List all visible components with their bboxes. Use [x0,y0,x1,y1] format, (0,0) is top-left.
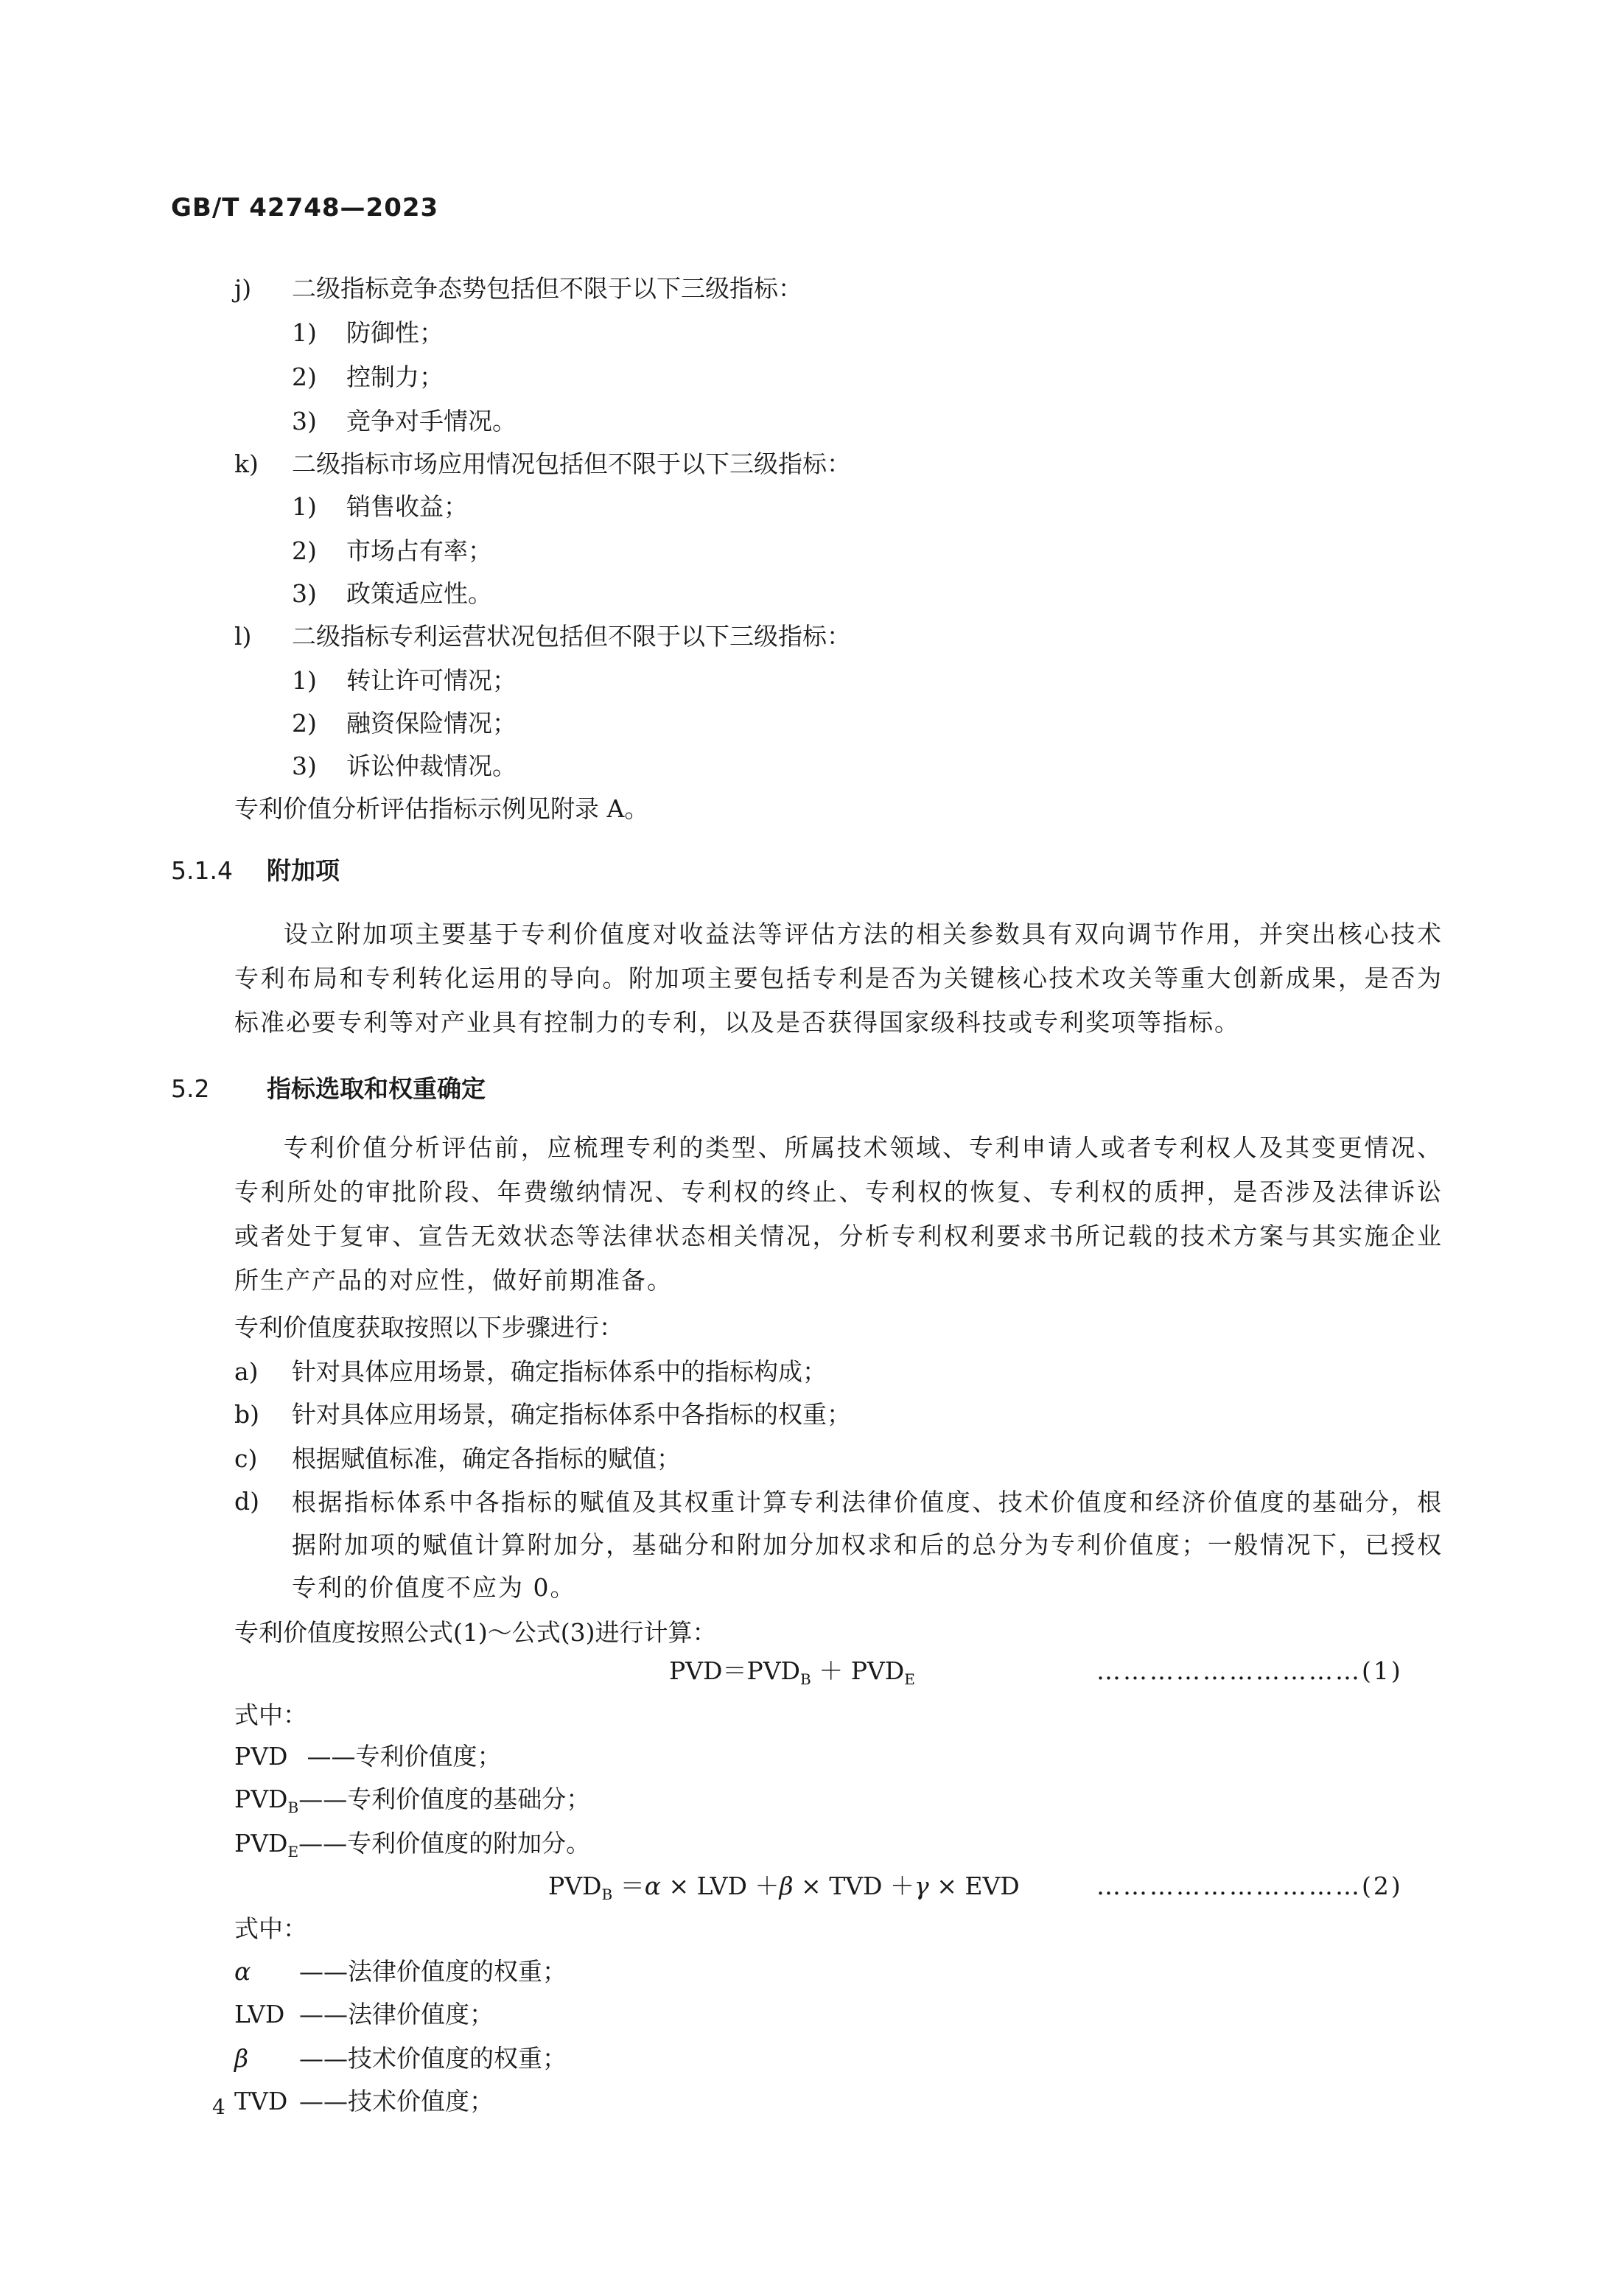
sublist-item: 控制力； [346,363,444,391]
symbol-definition [234,2042,567,2075]
list-marker-l: l) [234,622,252,651]
eq-subscript: E [904,1670,915,1688]
equation-1 [669,1655,915,1695]
where-label: 式中： [234,1914,307,1943]
def-text: 技术价值度； [348,2087,494,2115]
symbol-subscript: E [287,1843,299,1860]
eq-times: × [668,1872,690,1900]
step-item: 针对具体应用场景，确定指标体系中的指标构成； [292,1357,827,1386]
list-item-j: 二级指标竞争态势包括但不限于以下三级指标： [292,274,802,303]
eq-term: TVD [829,1872,883,1900]
def-text: 法律价值度的权重； [348,1957,567,1986]
sublist-num: 2) [292,363,317,391]
def-dash: —— [299,2044,348,2073]
section-number: 5.1.4 [171,856,233,885]
def-dash: —— [298,1829,348,1858]
step-marker: a) [234,1357,259,1386]
paragraph-additional-items [234,912,1443,1045]
where-label: 式中： [234,1701,307,1729]
step-item: 根据指标体系中各指标的赋值及其权重计算专利法律价值度、技术价值度和经济价值度的基础分，根据附加项的赋值计算附加分，基础分和附加分加权求和后的总分为专利价值度；一般情况下，已授权专利的价值度不应为 0。 [292,1488,1443,1602]
def-text: 技术价值度的权重； [348,2044,567,2073]
symbol: TVD [234,2087,288,2115]
def-text: 法律价值度； [348,2000,494,2028]
def-dash: —— [298,1785,348,1813]
sublist-item: 政策适应性。 [346,579,492,608]
symbol: β [234,2044,249,2073]
eq-times: × [937,1872,957,1900]
paragraph-text: 专利价值分析评估前，应梳理专利的类型、所属技术领域、专利申请人或者专利权人及其变更情况、专利所处的审批阶段、年费缴纳情况、专利权的终止、专利权的恢复、专利权的质押，是否涉及法律诉讼或者处于复审、宣告无效状态等法律状态相关情况，分析专利权利要求书所记载的技术方案与其实施企业所生产产品的对应性，做好前期准备。 [234,1133,1443,1295]
sublist-item: 防御性； [346,318,444,347]
symbol-definition [234,2085,494,2118]
sublist-num: 3) [292,407,317,435]
eq-plus: ＋ [755,1872,780,1900]
sublist-num: 2) [292,536,317,565]
list-marker-j: j) [234,274,252,303]
page-number: 4 [212,2095,225,2119]
sublist-num: 1) [292,666,317,695]
def-text: 专利价值度的附加分。 [347,1829,591,1858]
symbol-definition [234,1956,567,1988]
sublist-item: 融资保险情况； [346,709,517,738]
def-dash: —— [299,2000,348,2028]
def-text: 专利价值度的基础分； [347,1785,591,1813]
step-item: 针对具体应用场景，确定指标体系中各指标的权重； [292,1400,851,1429]
sublist-item: 诉讼仲裁情况。 [346,752,517,780]
eq-term: EVD [965,1872,1020,1900]
eq-weight-beta: β [779,1872,794,1900]
def-text: 专利价值度； [355,1742,502,1771]
eq-term: PVD [669,1656,723,1685]
eq-weight-gamma: γ [914,1872,929,1900]
eq-equals: ＝ [722,1656,747,1685]
sublist-num: 3) [292,579,317,608]
eq-plus: ＋ [819,1656,844,1685]
def-dash: —— [299,2087,348,2115]
eq-subscript: B [800,1670,811,1688]
eq-term: PVD [548,1872,602,1900]
symbol-definition [234,1827,590,1868]
sublist-item: 转让许可情况； [346,666,517,695]
sublist-item: 市场占有率； [346,536,492,565]
document-header: GB/T 42748—2023 [171,193,439,223]
paragraph-preparation [234,1126,1443,1303]
step-item: 根据赋值标准，确定各指标的赋值； [292,1444,681,1473]
eq-weight-alpha: α [644,1872,661,1900]
steps-intro: 专利价值度获取按照以下步骤进行： [234,1313,623,1342]
paragraph-text: 设立附加项主要基于专利价值度对收益法等评估方法的相关参数具有双向调节作用，并突出核心技术专利布局和专利转化运用的导向。附加项主要包括专利是否为关键核心技术攻关等重大创新成果，是否为标准必要专利等对产业具有控制力的专利，以及是否获得国家级科技或专利奖项等指标。 [234,920,1443,1037]
appendix-reference: 专利价值分析评估指标示例见附录 A。 [234,794,649,823]
equation-2 [548,1870,1020,1911]
def-dash: —— [299,1742,356,1771]
symbol-definition [234,1740,502,1773]
equation-number-1: …………………………(1) [1096,1656,1403,1685]
formula-intro: 专利价值度按照公式(1)～公式(3)进行计算： [234,1618,717,1647]
eq-equals: ＝ [620,1872,645,1900]
equation-number-2: …………………………(2) [1096,1872,1403,1900]
sublist-num: 2) [292,709,317,738]
eq-plus: ＋ [890,1872,914,1900]
sublist-item: 竞争对手情况。 [346,407,517,435]
step-marker: b) [234,1400,259,1429]
section-title: 附加项 [267,856,340,885]
symbol-definition [234,1783,590,1824]
symbol: PVD [234,1742,288,1771]
sublist-num: 3) [292,752,317,780]
list-marker-k: k) [234,449,259,478]
def-dash: —— [299,1957,348,1986]
symbol-definition [234,1998,494,2031]
eq-times: × [801,1872,822,1900]
symbol: PVD [234,1785,288,1813]
step-marker: d) [234,1487,259,1516]
sublist-num: 1) [292,318,317,347]
section-heading-5-1-4 [171,855,340,887]
eq-term: LVD [696,1872,747,1900]
section-title: 指标选取和权重确定 [267,1074,486,1103]
symbol: PVD [234,1829,288,1858]
eq-subscript: B [601,1886,613,1903]
section-number: 5.2 [171,1074,210,1103]
sublist-num: 1) [292,492,317,521]
symbol-subscript: B [287,1799,299,1816]
list-item-k: 二级指标市场应用情况包括但不限于以下三级指标： [292,449,851,478]
list-item-l: 二级指标专利运营状况包括但不限于以下三级指标： [292,622,851,651]
eq-term: PVD [850,1656,905,1685]
symbol: LVD [234,2000,285,2028]
eq-term: PVD [746,1656,800,1685]
sublist-item: 销售收益； [346,492,468,521]
step-marker: c) [234,1444,258,1473]
section-heading-5-2 [171,1073,486,1105]
symbol: α [234,1957,251,1986]
